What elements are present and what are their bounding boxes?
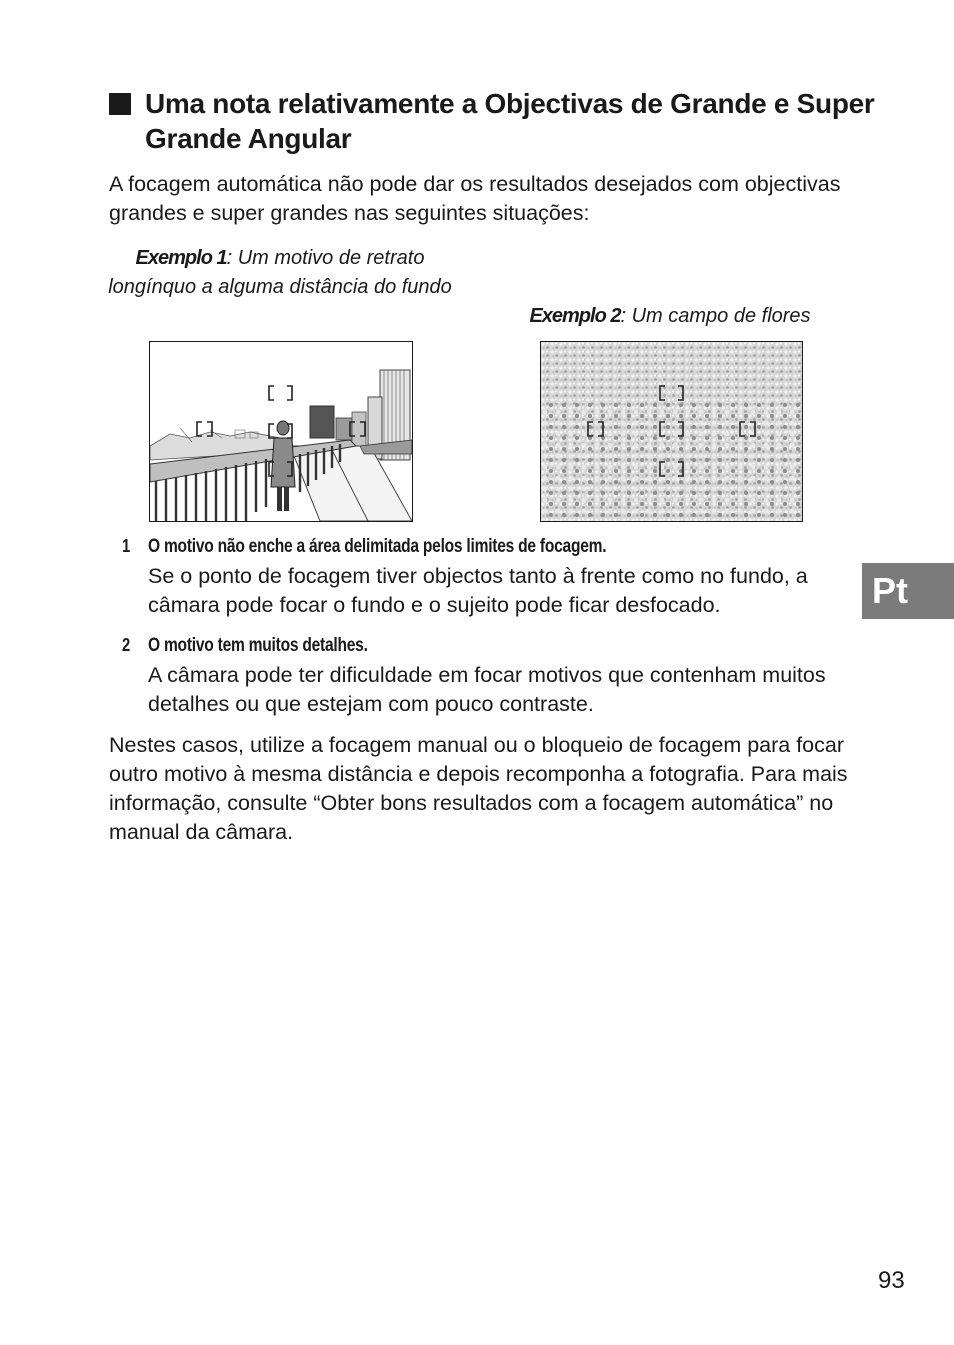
item-1-heading: O motivo não enche a área delimitada pelos limites de focagem. (148, 536, 607, 557)
example-1-label: Exemplo 1 (135, 247, 227, 269)
item-1-number: 1 (122, 536, 131, 556)
heading-square-icon (109, 93, 131, 115)
flower-field-drawing (541, 342, 802, 521)
page-title: Uma nota relativamente a Objectivas de Grande e Super Grande Angular (145, 88, 875, 154)
example-2-caption (505, 302, 835, 331)
item-1-body: Se o ponto de focagem tiver objectos tanto à frente como no fundo, a câmara pode focar o fundo e o sujeito pode ficar desfocado. (148, 564, 808, 617)
item-2-heading: O motivo tem muitos detalhes. (148, 635, 368, 656)
page-number: 93 (878, 1267, 905, 1294)
language-tab: Pt (862, 563, 954, 619)
example-1-text: : Um motivo de retrato longínquo a alguma distância do fundo (108, 247, 452, 298)
bridge-portrait-drawing (150, 342, 412, 521)
item-2-body: A câmara pode ter dificuldade em focar motivos que contenham muitos detalhes ou que estejam com pouco contraste. (148, 663, 826, 716)
example-1-caption (100, 244, 460, 302)
example-2-text: : Um campo de flores (620, 305, 811, 327)
intro-paragraph: A focagem automática não pode dar os resultados desejados com objectivas grandes e super grandes nas seguintes situações: (109, 172, 841, 225)
example-1-illustration (149, 341, 413, 522)
example-2-illustration (540, 341, 803, 522)
example-2-label: Exemplo 2 (529, 305, 621, 327)
closing-paragraph: Nestes casos, utilize a focagem manual ou o bloqueio de focagem para focar outro motivo à mesma distância e depois recomponha a fotografia. Para mais informação, consulte “Obter bons resultados com a focagem automática” no manual da câmara. (109, 733, 848, 844)
item-2-number: 2 (122, 635, 131, 655)
